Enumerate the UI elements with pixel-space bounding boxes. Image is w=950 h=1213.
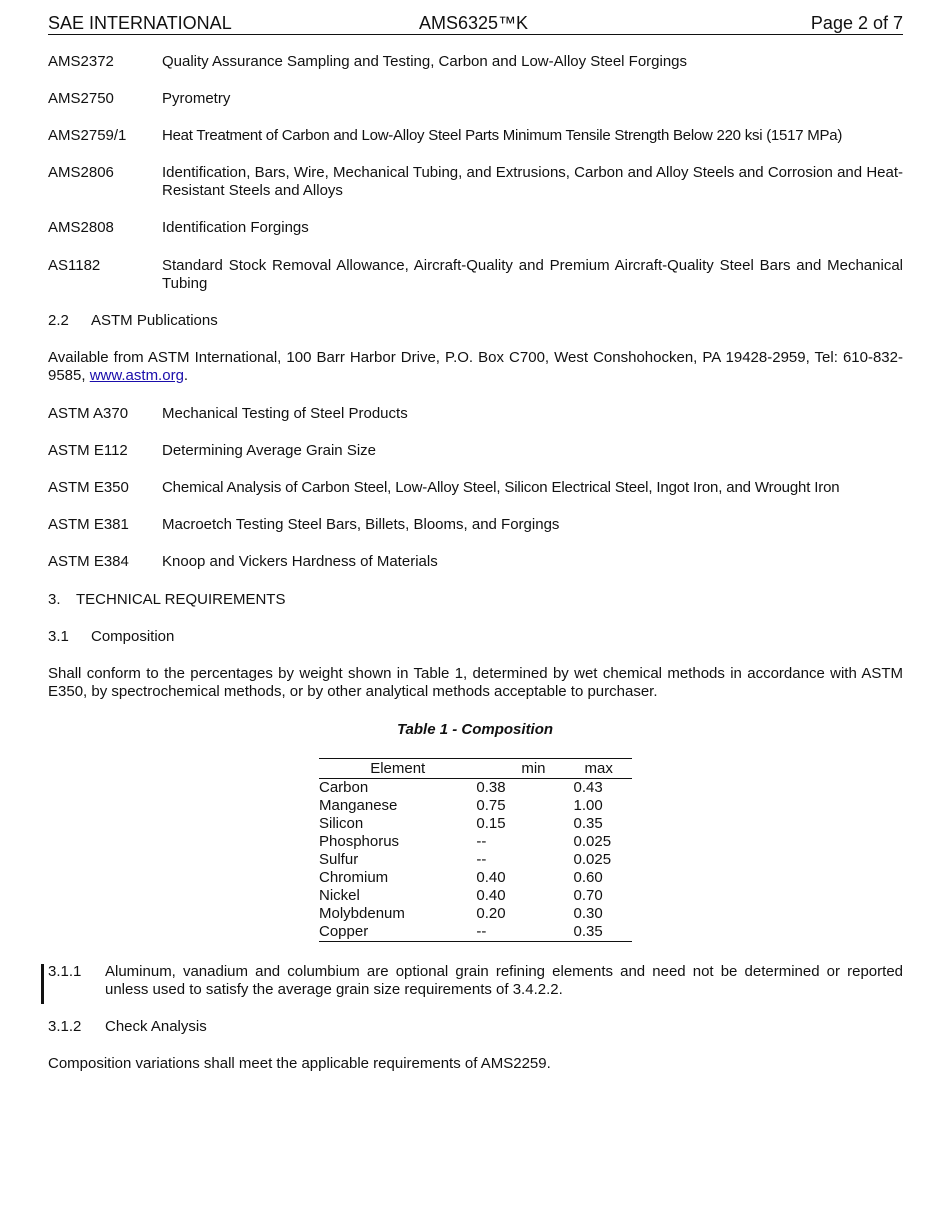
column-header-max: max [574, 759, 633, 779]
reference-title: Chemical Analysis of Carbon Steel, Low-Alloy Steel, Silicon Electrical Steel, Ingot Iron, and Wrought Iron [162, 479, 840, 496]
min-cell: 0.38 [476, 779, 506, 796]
astm-reference-item [48, 442, 903, 460]
min-cell: 0.75 [476, 797, 506, 814]
table-row [319, 779, 632, 798]
reference-code: ASTM E350 [48, 479, 129, 496]
table-row [319, 833, 632, 851]
reference-item [48, 127, 903, 145]
table-row [319, 923, 632, 942]
header-doc-number: AMS6325™K [419, 13, 529, 33]
table-row [319, 905, 632, 923]
reference-code: ASTM E381 [48, 516, 129, 533]
section-title: Composition [91, 628, 175, 645]
section-heading-2-2 [48, 312, 218, 330]
table-row [319, 887, 632, 905]
check-analysis-paragraph: Composition variations shall meet the applicable requirements of AMS2259. [48, 1055, 551, 1072]
reference-code: AMS2759/1 [48, 127, 127, 144]
reference-code: ASTM E384 [48, 553, 129, 570]
max-cell: 0.43 [573, 779, 603, 796]
reference-title: Heat Treatment of Carbon and Low-Alloy Steel Parts Minimum Tensile Strength Below 220 ksi (1517 MPa) [162, 127, 843, 144]
section-title: TECHNICAL REQUIREMENTS [76, 591, 286, 608]
max-cell: 0.30 [573, 905, 603, 922]
section-title: Check Analysis [105, 1018, 207, 1035]
column-header-element: Element [319, 759, 476, 779]
section-title: ASTM Publications [91, 312, 218, 329]
element-cell: Chromium [319, 869, 389, 886]
element-cell: Carbon [319, 779, 369, 796]
reference-title: Standard Stock Removal Allowance, Aircraft-Quality and Premium Aircraft-Quality Steel Bars and Mechanical Tubing [162, 257, 903, 292]
min-cell: -- [476, 833, 487, 850]
reference-title: Mechanical Testing of Steel Products [162, 405, 408, 422]
revision-change-bar [41, 964, 44, 1004]
element-cell: Nickel [319, 887, 360, 904]
header-org: SAE INTERNATIONAL [48, 13, 232, 33]
astm-reference-item [48, 516, 903, 534]
reference-title: Knoop and Vickers Hardness of Materials [162, 553, 438, 570]
astm-reference-item [48, 405, 903, 423]
table-row [319, 815, 632, 833]
availability-end: . [183, 367, 189, 384]
astm-website-link[interactable]: www.astm.org [89, 367, 184, 384]
composition-paragraph: Shall conform to the percentages by weight shown in Table 1, determined by wet chemical methods in accordance with ASTM E350, by spectrochemical methods, or by other analytical methods acceptable to purchaser. [48, 665, 903, 700]
reference-code: AMS2806 [48, 164, 114, 181]
max-cell: 0.70 [573, 887, 603, 904]
min-cell: -- [476, 851, 487, 868]
section-heading-3-1-2 [48, 1018, 207, 1036]
max-cell: 0.35 [574, 923, 633, 942]
reference-title: Determining Average Grain Size [162, 442, 376, 459]
min-cell: 0.40 [476, 869, 506, 886]
reference-code: ASTM E112 [48, 442, 128, 459]
column-header-min: min [476, 759, 573, 779]
reference-code: ASTM A370 [48, 405, 129, 422]
section-heading-3-1 [48, 628, 174, 646]
min-cell: -- [476, 923, 573, 942]
reference-title: Identification, Bars, Wire, Mechanical Tubing, and Extrusions, Carbon and Alloy Steels and Corrosion and Heat-Resistant Steels and Alloys [162, 164, 903, 199]
astm-availability-paragraph [48, 349, 903, 385]
reference-title: Identification Forgings [162, 219, 309, 236]
reference-item [48, 53, 903, 71]
element-cell: Manganese [319, 797, 398, 814]
reference-code: AMS2750 [48, 90, 114, 107]
page-header [48, 12, 903, 35]
section-3-1-1 [48, 963, 903, 999]
min-cell: 0.20 [476, 905, 506, 922]
min-cell: 0.15 [476, 815, 506, 832]
section-heading-3 [48, 591, 285, 609]
reference-code: AS1182 [48, 257, 101, 274]
table-row [319, 851, 632, 869]
astm-reference-item [48, 479, 903, 497]
reference-item [48, 90, 903, 108]
element-cell: Copper [319, 923, 476, 942]
reference-title: Quality Assurance Sampling and Testing, Carbon and Low-Alloy Steel Forgings [162, 53, 688, 70]
table-header-row [319, 759, 632, 779]
section-number: 3.1.1 [48, 963, 82, 980]
table-row [319, 797, 632, 815]
reference-item [48, 164, 903, 200]
element-cell: Sulfur [319, 851, 359, 868]
section-number: 3.1 [48, 628, 69, 645]
max-cell: 0.025 [573, 851, 612, 868]
reference-code: AMS2372 [48, 53, 114, 70]
section-number: 3. [48, 591, 61, 608]
astm-reference-item [48, 553, 903, 571]
max-cell: 0.025 [573, 833, 612, 850]
table-caption: Table 1 - Composition [396, 721, 554, 738]
element-cell: Molybdenum [319, 905, 405, 922]
max-cell: 0.35 [573, 815, 603, 832]
min-cell: 0.40 [476, 887, 506, 904]
reference-title: Pyrometry [162, 90, 231, 107]
section-number: 3.1.2 [48, 1018, 82, 1035]
element-cell: Silicon [319, 815, 364, 832]
max-cell: 0.60 [573, 869, 603, 886]
reference-item [48, 257, 903, 293]
availability-text: Available from ASTM International, 100 Barr Harbor Drive, P.O. Box C700, West Conshohocken, PA 19428-2959, Tel: 610-832-9585, [48, 349, 903, 384]
section-text: Aluminum, vanadium and columbium are optional grain refining elements and need not be determined or reported unless used to satisfy the average grain size requirements of 3.4.2.2. [105, 963, 903, 998]
composition-table [319, 758, 632, 942]
reference-item [48, 219, 903, 237]
header-page-number: Page 2 of 7 [810, 13, 903, 33]
section-number: 2.2 [48, 312, 69, 329]
reference-code: AMS2808 [48, 219, 114, 236]
element-cell: Phosphorus [319, 833, 400, 850]
table-row [319, 869, 632, 887]
reference-title: Macroetch Testing Steel Bars, Billets, Blooms, and Forgings [162, 516, 560, 533]
max-cell: 1.00 [573, 797, 603, 814]
